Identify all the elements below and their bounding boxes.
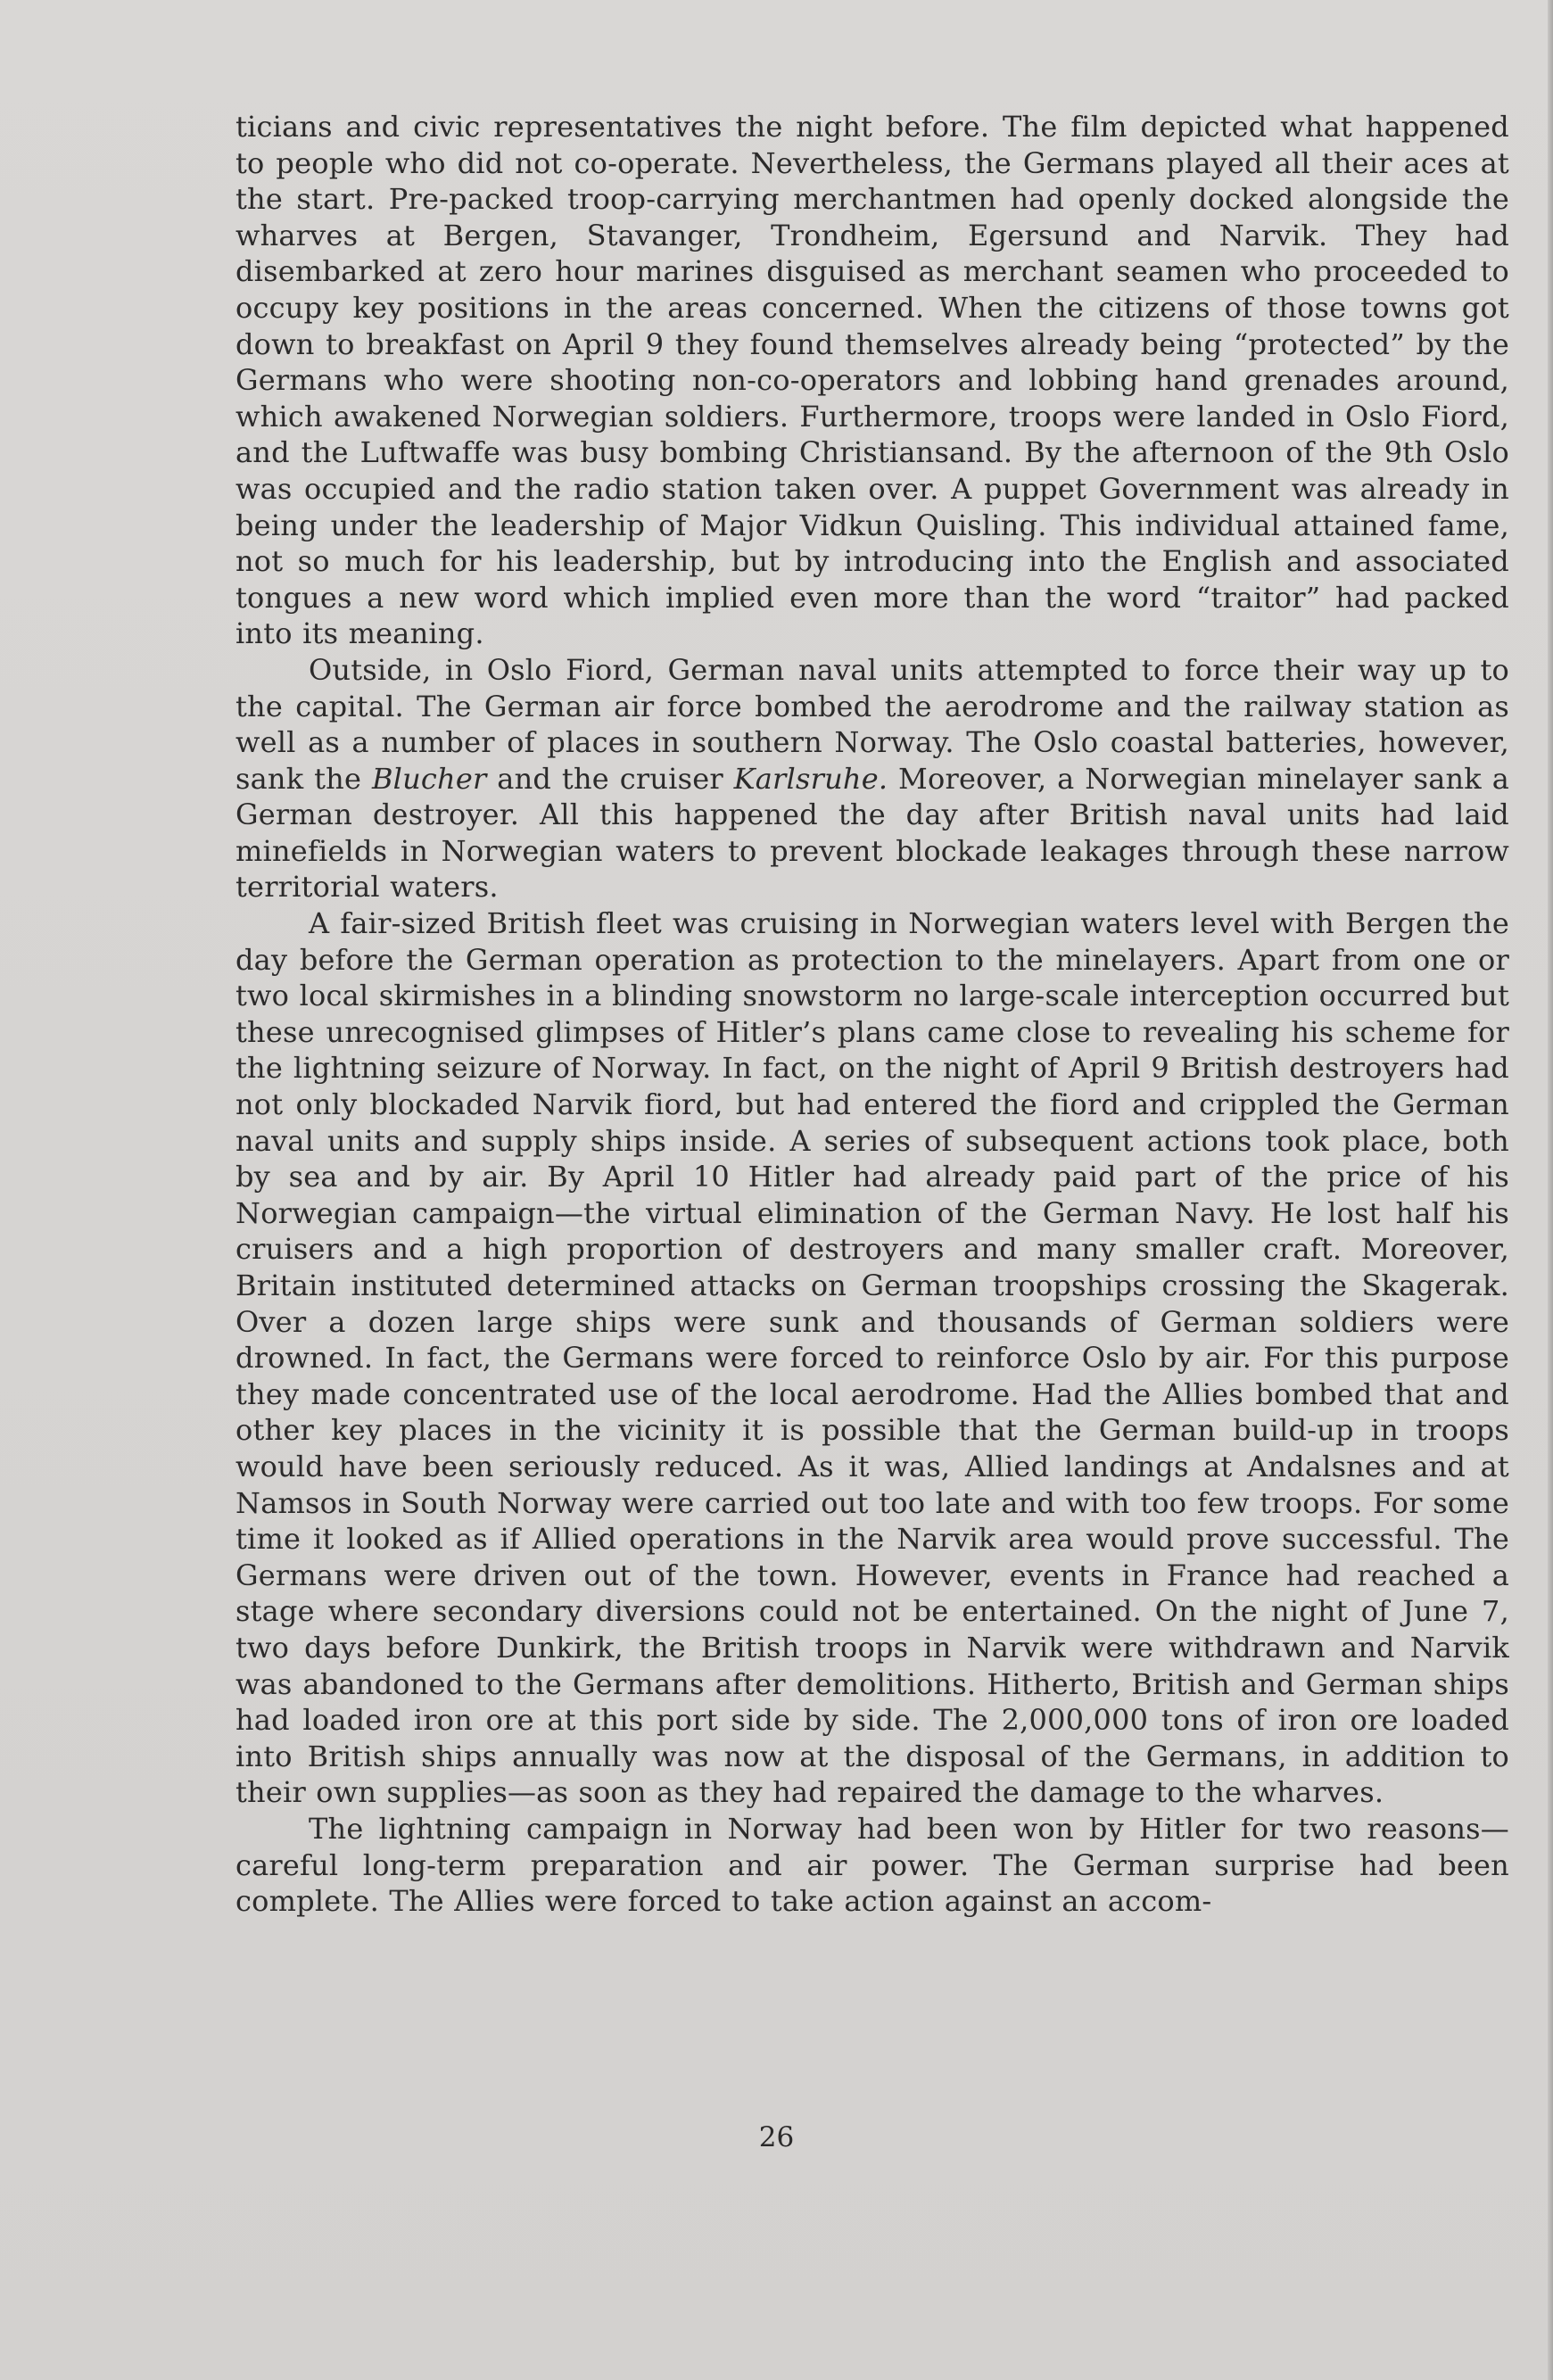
italic-ship-name: Blucher [371, 761, 487, 796]
paragraph-text: and the cruiser [486, 761, 734, 796]
paragraph [235, 652, 1509, 905]
paragraph [235, 1811, 1509, 1920]
paragraph-text: Outside, in Oslo Fiord, German naval units attempted to force their way up to the capital. The German air force bombed the aerodrome and the railway station as well as a number of places in southern Norway. The Oslo coastal batteries, however, sank the [235, 652, 1509, 796]
paragraph-text: The lightning campaign in Norway had been won by Hitler for two reasons—careful long-term preparation and air power. The German surprise had been complete. The Allies were forced to take action against an accom- [235, 1811, 1509, 1919]
paragraph-text: A fair-sized British fleet was cruising in Norwegian waters level with Bergen the day before the German operation as protection to the minelayers. Apart from one or two local skirmishes in a blinding snowstorm no large-scale interception occurred but these unrecognised glimpses of Hitler’s plans came close to revealing his scheme for the lightning seizure of Norway. In fact, on the night of April 9 British destroyers had not only blockaded Narvik fiord, but had entered the fiord and crippled the German naval units and supply ships inside. A series of subsequent actions took place, both by sea and by air. By April 10 Hitler had already paid part of the price of his Norwegian campaign—the virtual elimination of the German Navy. He lost half his cruisers and a high proportion of destroyers and many smaller craft. Moreover, Britain instituted determined attacks on German troopships crossing the Skagerak. Over a dozen large ships were sunk and thousands of German soldiers were drowned. In fact, the Germans were forced to reinforce Oslo by air. For this purpose they made concentrated use of the local aerodrome. Had the Allies bombed that and other key places in the vicinity it is possible that the German build-up in troops would have been seriously reduced. As it was, Allied landings at Andalsnes and at Namsos in South Norway were carried out too late and with too few troops. For some time it looked as if Allied operations in the Narvik area would prove successful. The Germans were driven out of the town. However, events in France had reached a stage where secondary diversions could not be entertained. On the night of June 7, two days before Dunkirk, the British troops in Narvik were withdrawn and Narvik was abandoned to the Germans after demolitions. Hitherto, British and German ships had loaded iron ore at this port side by side. The 2,000,000 tons of iron ore loaded into British ships annually was now at the disposal of the Germans, in addition to their own supplies—as soon as they had repaired the damage to the wharves. [235, 906, 1509, 1810]
paragraph [235, 905, 1509, 1811]
body-text [235, 109, 1509, 1920]
paragraph-text: Moreover, a Norwegian minelayer sank a German destroyer. All this happened the day after British naval units had laid minefields in Norwegian waters to prevent blockade leakages through these narrow territorial waters. [235, 761, 1509, 905]
paragraph-text: ticians and civic representatives the night before. The film depicted what happened to people who did not co-operate. Nevertheless, the Germans played all their aces at the start. Pre-packed troop-carrying merchantmen had openly docked alongside the wharves at Bergen, Stavanger, Trondheim, Egersund and Narvik. They had disembarked at zero hour marines disguised as merchant seamen who proceeded to occupy key positions in the areas concerned. When the citizens of those towns got down to breakfast on April 9 they found themselves already being “protected” by the Germans who were shooting non-co-operators and lobbing hand grenades around, which awakened Norwegian soldiers. Furthermore, troops were landed in Oslo Fiord, and the Luftwaffe was busy bombing Christiansand. By the afternoon of the 9th Oslo was occupied and the radio station taken over. A puppet Government was already in being under the leadership of Major Vidkun Quisling. This individual attained fame, not so much for his leadership, but by introducing into the English and associated tongues a new word which implied even more than the word “traitor” had packed into its meaning. [235, 110, 1509, 651]
page-number: 26 [758, 2121, 795, 2153]
page-edge [1548, 0, 1553, 2380]
paragraph [235, 109, 1509, 652]
italic-ship-name: Karlsruhe. [733, 761, 888, 796]
